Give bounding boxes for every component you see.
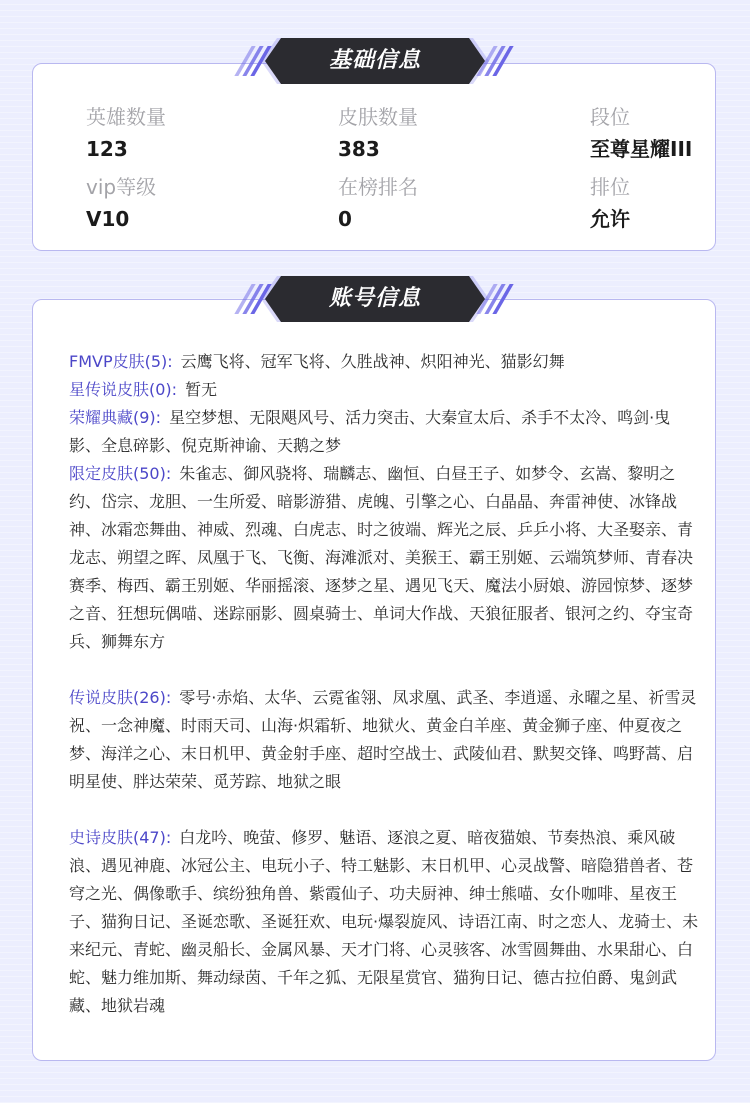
leaderboard-rank-label: 在榜排名 [338,175,418,199]
skin-group-legend [69,684,699,796]
vip-level-label: vip等级 [86,175,157,199]
skin-group-label: 限定皮肤(50): [69,464,172,483]
basic-info-card [32,63,716,251]
skin-group-items: 白龙吟、晚萤、修罗、魅语、逐浪之夏、暗夜猫娘、节奏热浪、乘风破浪、遇见神鹿、冰冠公主、电玩小子、特工魅影、末日机甲、心灵战警、暗隐猎兽者、苍穹之光、偶像歌手、缤纷独角兽、紫霞仙子、功夫厨神、绅士熊喵、女仆咖啡、星夜王子、猫狗日记、圣诞恋歌、圣诞狂欢、电玩·爆裂旋风、诗语江南、时之恋人、龙骑士、未来纪元、青蛇、幽灵船长、金属风暴、天才门将、心灵骇客、冰雪圆舞曲、水果甜心、白蛇、魅力维加斯、舞动绿茵、千年之狐、无限星赏官、猫狗日记、德古拉伯爵、鬼剑武藏、地狱岩魂 [69,828,699,1015]
banner-stripes-right-decoration [483,284,509,314]
skin-group-label: 星传说皮肤(0): [69,380,178,399]
banner-stripes-right-decoration [483,46,509,76]
hero-count-label: 英雄数量 [86,105,166,129]
skin-group-items: 零号·赤焰、太华、云霓雀翎、凤求凰、武圣、李逍遥、永曜之星、祈雪灵祝、一念神魔、时雨天司、山海·炽霜斩、地狱火、黄金白羊座、黄金狮子座、仲夏夜之梦、海洋之心、末日机甲、黄金射手座、超时空战士、武陵仙君、默契交锋、鸣野蒿、启明星使、胖达荣荣、觅芳踪、地狱之眼 [69,688,697,791]
skin-group-glory-collection [69,404,699,460]
rank-tier-cell [590,104,692,162]
vip-level-value: V10 [86,207,130,231]
ranked-allowed-cell [590,174,630,232]
skin-group-label: 传说皮肤(26): [69,688,172,707]
skin-group-items: 云鹰飞将、冠军飞将、久胜战神、炽阳神光、猫影幻舞 [180,352,565,371]
skin-count-cell [338,104,418,162]
leaderboard-rank-value: 0 [338,207,352,231]
vip-level-cell [86,174,156,232]
skin-list [69,348,699,1020]
account-info-card [32,299,716,1061]
skin-group-epic [69,824,699,1020]
skin-group-items: 星空梦想、无限飓风号、活力突击、大秦宣太后、杀手不太冷、鸣剑·曳影、全息碎影、倪克斯神谕、天鹅之梦 [69,408,671,455]
skin-group-star-legend [69,376,699,404]
rank-tier-value: 至尊星耀III [590,137,693,161]
rank-tier-label: 段位 [590,105,630,129]
skin-group-limited [69,460,699,656]
account-info-banner [247,276,503,322]
skin-group-label: 史诗皮肤(47): [69,828,172,847]
skin-count-value: 383 [338,137,380,161]
skin-count-label: 皮肤数量 [338,105,418,129]
ranked-allowed-value: 允许 [590,207,630,231]
skin-group-label: FMVP皮肤(5): [69,352,173,371]
skin-group-fmvp [69,348,699,376]
skin-group-items: 朱雀志、御风骁将、瑞麟志、幽恒、白昼王子、如梦令、玄嵩、黎明之约、岱宗、龙胆、一生所爱、暗影游猎、虎魄、引擎之心、白晶晶、奔雷神使、冰锋战神、冰霜恋舞曲、神威、烈魂、白虎志、时之彼端、辉光之辰、乒乒小将、大圣娶亲、青龙志、朔望之晖、凤凰于飞、飞衡、海滩派对、美猴王、霸王别姬、云端筑梦师、青春决赛季、梅西、霸王别姬、华丽摇滚、逐梦之星、遇见飞天、魔法小厨娘、游园惊梦、逐梦之音、狂想玩偶喵、迷踪丽影、圆桌骑士、单词大作战、天狼征服者、银河之约、夺宝奇兵、狮舞东方 [69,464,694,651]
skin-group-items: 暂无 [185,380,218,399]
hero-count-cell [86,104,166,162]
skin-group-label: 荣耀典藏(9): [69,408,162,427]
hero-count-value: 123 [86,137,128,161]
basic-info-banner [247,38,503,84]
basic-info-title: 基础信息 [328,48,421,73]
account-info-title: 账号信息 [328,286,421,311]
ranked-allowed-label: 排位 [590,175,630,199]
leaderboard-rank-cell [338,174,418,232]
